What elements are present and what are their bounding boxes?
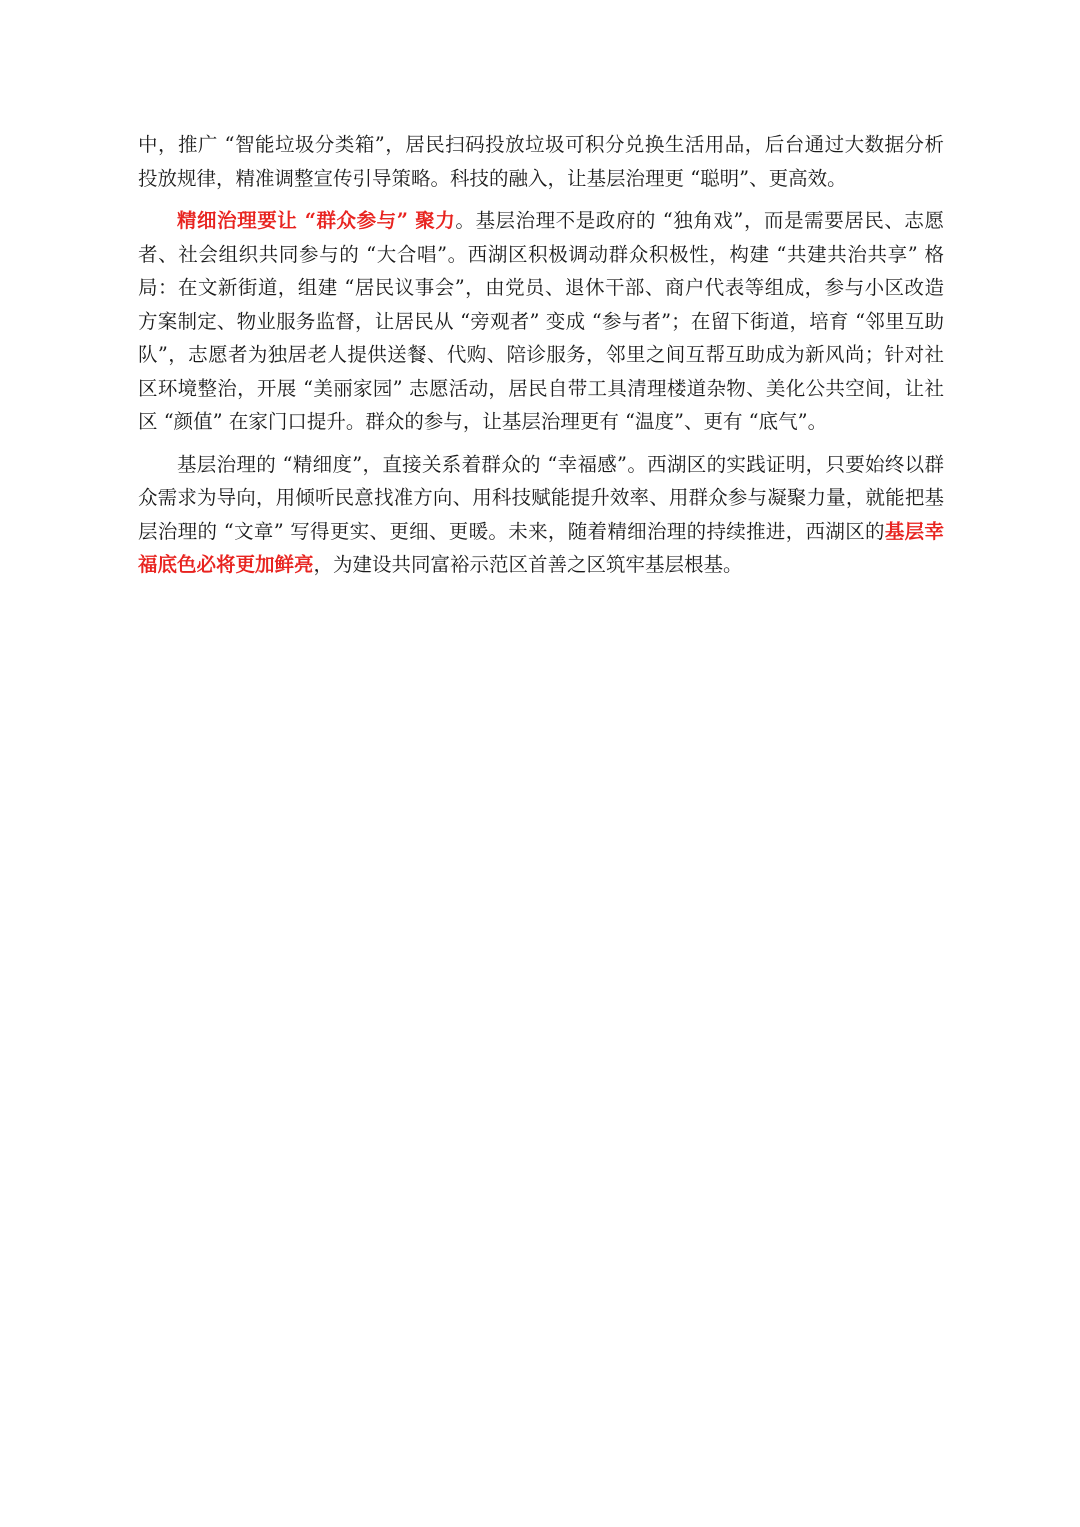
paragraph-3-highlight: 基层幸福底色必将更加鲜亮 (138, 519, 944, 576)
paragraph-3 (138, 448, 944, 582)
paragraph-2 (138, 204, 944, 439)
paragraph-3-text-end: ，为建设共同富裕示范区首善之区筑牢基层根基。 (313, 553, 743, 576)
document-body (138, 128, 944, 591)
paragraph-2-heading-highlight: 精细治理要让 “群众参与” 聚力 (177, 209, 456, 232)
paragraph-3-text-start: 基层治理的 “精细度”，直接关系着群众的 “幸福感”。西湖区的实践证明，只要始终以群众需求为导向，用倾听民意找准方向、用科技赋能提升效率、用群众参与凝聚力量，就能把基层治理的 “文章” 写得更实、更细、更暖。未来，随着精细治理的持续推进，西湖区的 (138, 452, 944, 543)
paragraph-1-text: 中，推广 “智能垃圾分类箱”，居民扫码投放垃圾可积分兑换生活用品，后台通过大数据分析投放规律，精准调整宣传引导策略。科技的融入，让基层治理更 “聪明”、更高效。 (138, 133, 944, 190)
paragraph-2-text: 。基层治理不是政府的 “独角戏”，而是需要居民、志愿者、社会组织共同参与的 “大合唱”。西湖区积极调动群众积极性，构建 “共建共治共享” 格局：在文新街道，组建 “居民议事会”，由党员、退休干部、商户代表等组成，参与小区改造方案制定、物业服务监督，让居民从 “旁观者” 变成 “参与者”；在留下街道，培育 “邻里互助队”，志愿者为独居老人提供送餐、代购、陪诊服务，邻里之间互帮互助成为新风尚；针对社区环境整治，开展 “美丽家园” 志愿活动，居民自带工具清理楼道杂物、美化公共空间，让社区 “颜值” 在家门口提升。群众的参与，让基层治理更有 “温度”、更有 “底气”。 (138, 209, 944, 433)
paragraph-1 (138, 128, 944, 195)
